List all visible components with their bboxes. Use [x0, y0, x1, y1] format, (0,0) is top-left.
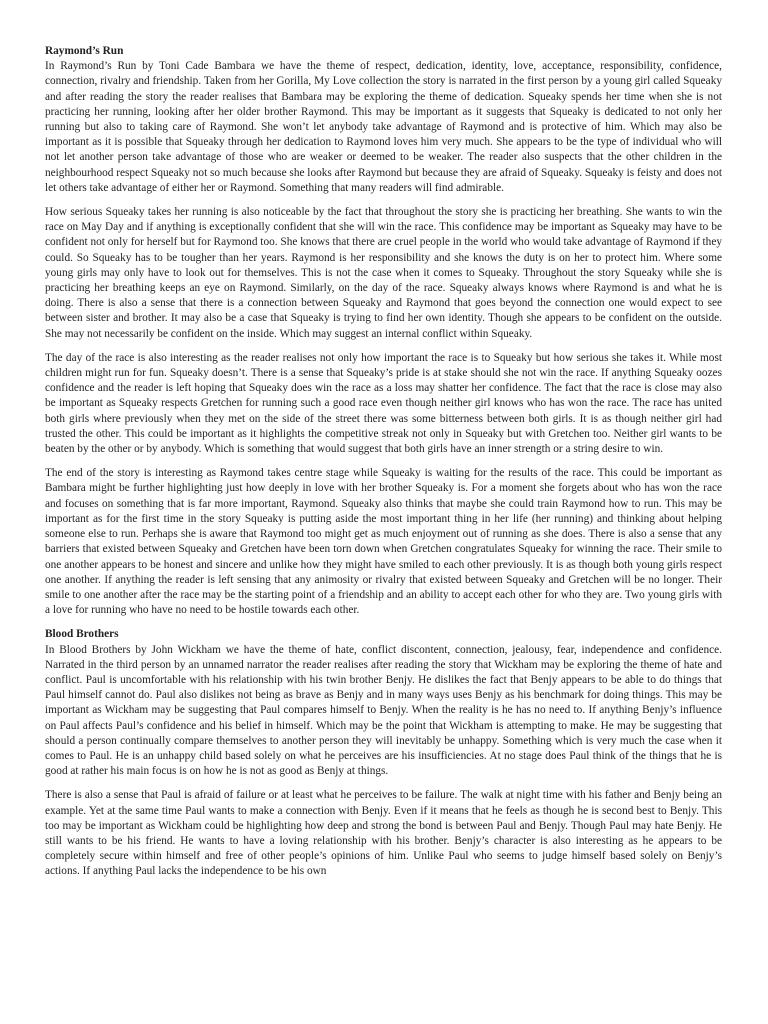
paragraph: The day of the race is also interesting as the reader realises not only how important the race is to Squeaky but how serious she takes it. While most children might run for fun. Squeaky doesn’t. There is a sense that Squeaky’s pride is at stake should she not win the race. If anything Squeaky oozes confidence and the reader is left hoping that Squeaky does win the race as a loss may shatter her confidence. The fact that the race is close may also be important as Squeaky respects Gretchen for running such a good race even though neither girl knows who has won the race. The race has united both girls where previously when they met on the side of the street there was some bitterness between both girls. It is as though neither girl had trusted the other. This could be important as it highlights the competitive streak not only in Squeaky but with Gretchen too. Neither girl wants to be beaten by the other or by anybody. Which is something that would suggest that both girls have an inner strength or a string desire to win.: [45, 351, 722, 456]
section-heading: Blood Brothers: [45, 628, 119, 641]
paragraph: There is also a sense that Paul is afraid of failure or at least what he perceives to be failure. The walk at night time with his father and Benjy being an example. Yet at the same time Paul wants to make a connection with Benjy. Even if it means that he feels as though he is second best to Benjy. This too may be important as Wickham could be highlighting how deep and strong the bond is between Paul and Benjy. Though Paul may hate Benjy. He still wants to be his friend. He wants to have a loving relationship with his brother. Benjy’s character is also interesting as he appears to be completely secure within himself and free of other people’s opinions of him. Unlike Paul who seems to judge himself based solely on Benjy’s actions. If anything Paul lacks the independence to be his own: [45, 789, 722, 878]
paragraph: The end of the story is interesting as Raymond takes centre stage while Squeaky is waiting for the results of the race. This could be important as Bambara might be further highlighting just how deeply in love with her brother Squeaky is. For a moment she forgets about who has won the race and focuses on something that is far more important, Raymond. Squeaky also thinks that maybe she could train Raymond how to run. This may be important as for the first time in the story Squeaky is putting aside the most important thing in her life (her running) and thinking about helping someone else to run. Perhaps she is aware that Raymond too might get as much enjoyment out of running as she does. There is also a sense that any barriers that existed between Squeaky and Gretchen have been torn down when Gretchen congratulates Squeaky for winning the race. Their smile to one another appears to be honest and sincere and unlike how they might have smiled to each other previously. It is as though both young girls respect one another. If anything the reader is left sensing that any animosity or rivalry that existed between Squeaky and Gretchen will be no longer. Their smile to one another after the race may be the starting point of a friendship and an ability to accept each other for who they are. Two young girls with a love for running who have no need to be hostile towards each other.: [45, 467, 722, 617]
paragraph: In Raymond’s Run by Toni Cade Bambara we have the theme of respect, dedication, identity, love, acceptance, responsibility, confidence, connection, rivalry and friendship. Taken from her Gorilla, My Love collection the story is narrated in the first person by a young girl called Squeaky and after reading the story the reader realises that Bambara may be exploring the theme of dedication. Squeaky spends her time when she is not practicing her running, looking after her older brother Raymond. This may be important as it suggests that Squeaky is dedicated to not only her running but also to taking care of Raymond. She won’t let anybody take advantage of Raymond and is protective of him. Which may also be important as it is possible that Squeaky through her dedication to Raymond loves him very much. She appears to be the type of individual who will not let another person take advantage of those who are weaker or deemed to be weaker. The reader also suspects that the other children in the neighbourhood respect Squeaky not so much because she looks after Raymond but because they are afraid of Squeaky. Squeaky is feisty and does not let others take advantage of either her or Raymond. Something that many readers will find admirable.: [45, 60, 722, 194]
paragraph: How serious Squeaky takes her running is also noticeable by the fact that throughout the story she is practicing her breathing. She wants to win the race on May Day and if anything is exceptionally confident that she will win the race. This confidence may be important as Squeaky may have to be confident not only for herself but for Raymond too. She knows that there are cruel people in the world who would take advantage of Raymond if they could. So Squeaky has to be tougher than her years. Raymond is her responsibility and she knows the duty is on her to protect him. Where some young girls may only have to look out for themselves. This is not the case when it comes to Squeaky. Throughout the story Squeaky while she is practicing her breathing keeps an eye on Raymond. Similarly, on the day of the race. Squeaky always knows where Raymond is and what he is doing. There is also a sense that there is a connection between Squeaky and Raymond that goes beyond the connection one would expect to see between sister and brother. It may also be a case that Squeaky is trying to find her own identity. Though she appears to be confident on the outside. She may not necessarily be confident on the inside. Which may suggest an internal conflict within Squeaky.: [45, 206, 722, 340]
section-blood-brothers: [45, 627, 722, 879]
section-heading: Raymond’s Run: [45, 45, 124, 57]
paragraph: In Blood Brothers by John Wickham we have the theme of hate, conflict discontent, connection, jealousy, fear, independence and confidence. Narrated in the third person by an unnamed narrator the reader realises after reading the story that Wickham may be exploring the theme of hate and conflict. Paul is uncomfortable with his relationship with his twin brother Benjy. He dislikes the fact that Benjy appears to be able to do things that Paul himself cannot do. Paul also dislikes not being as brave as Benjy and in many ways uses Benjy as his benchmark for doing things. This may be important as Wickham may be suggesting that Paul compares himself to Benjy. When the reality is he has no need to. If anything Benjy’s influence on Paul affects Paul’s confidence and his belief in himself. Which may be the point that Wickham is attempting to make. He may be suggesting that should a person continually compare themselves to another person they will inevitably be unhappy. Something which is very much the case when it comes to Paul. He is an unhappy child based solely on what he perceives are his insufficiencies. At no stage does Paul think of the things that he is good at rather his main focus is on how he is not as good as Benjy at things.: [45, 643, 722, 778]
document-page: [45, 44, 722, 889]
section-raymonds-run: [45, 44, 722, 618]
